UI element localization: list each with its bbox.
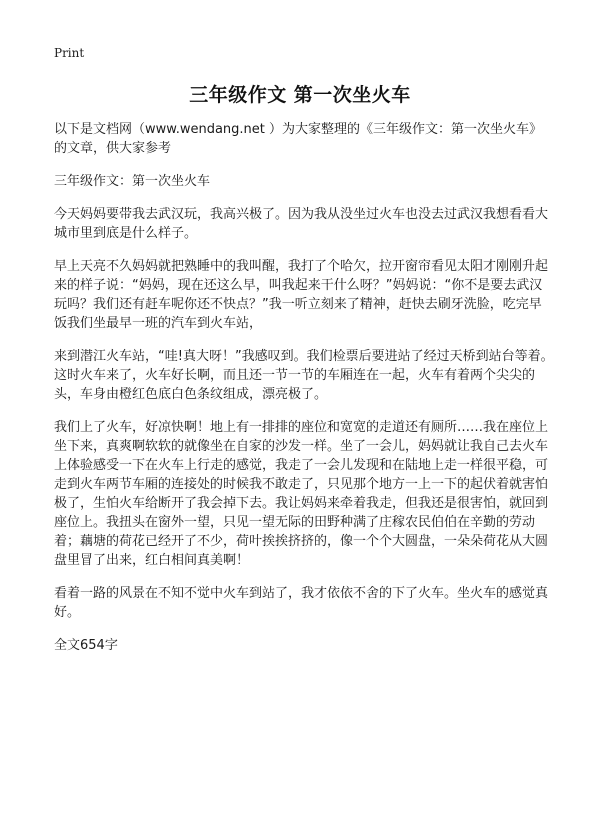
intro-paragraph: 以下是文档网（www.wendang.net ）为大家整理的《三年级作文：第一次坐火车》的文章，供大家参考 — [54, 122, 543, 156]
article-paragraph: 早上天亮不久妈妈就把熟睡中的我叫醒，我打了个哈欠，拉开窗帘看见太阳才刚刚升起来的样子说：“妈妈，现在还这么早，叫我起来干什么呀？”妈妈说：“你不是要去武汉玩吗？我们还有赶车呢你还不快点？”我一听立刻来了精神，赶快去刷牙洗脸，吃完早饭我们坐最早一班的汽车到火车站， — [54, 259, 549, 331]
word-count: 全文654字 — [54, 638, 118, 653]
article-paragraph: 我们上了火车，好凉快啊！地上有一排排的座位和宽宽的走道还有厕所……我在座位上坐下来，真爽啊软软的就像坐在自家的沙发一样。坐了一会儿，妈妈就让我自己去火车上体验感受一下在火车上行走的感觉，我走了一会儿发现和在陆地上走一样很平稳，可走到火车两节车厢的连接处的时候我不敢走了，只见那个地方一上一下的起伏着就害怕极了，生怕火车给断开了我会掉下去。我让妈妈来牵着我走，但我还是很害怕，就回到座位上。我扭头在窗外一望，只见一望无际的田野种满了庄稼农民伯伯在辛勤的劳动着；藕塘的荷花已经开了不少，荷叶挨挨挤挤的，像一个个大圆盘，一朵朵荷花从大圆盘里冒了出来，红白相间真美啊！ — [54, 420, 549, 568]
article-paragraph: 看着一路的风景在不知不觉中火车到站了，我才依依不舍的下了火车。坐火车的感觉真好。 — [54, 586, 549, 620]
article-body — [54, 120, 554, 669]
subtitle-paragraph: 三年级作文：第一次坐火车 — [54, 174, 211, 189]
page-title: 三年级作文 第一次坐火车 — [189, 84, 411, 106]
print-link[interactable]: Print — [54, 46, 85, 60]
article-paragraph: 今天妈妈要带我去武汉玩，我高兴极了。因为我从没坐过火车也没去过武汉我想看看大城市里到底是什么样子。 — [54, 207, 549, 241]
article-paragraph: 来到潜江火车站，“哇!真大呀！”我感叹到。我们检票后要进站了经过天桥到站台等着。这时火车来了，火车好长啊，而且还一节一节的车厢连在一起，火车有着两个尖尖的头，车身由橙红色底白色条纹组成，漂亮极了。 — [54, 349, 554, 402]
